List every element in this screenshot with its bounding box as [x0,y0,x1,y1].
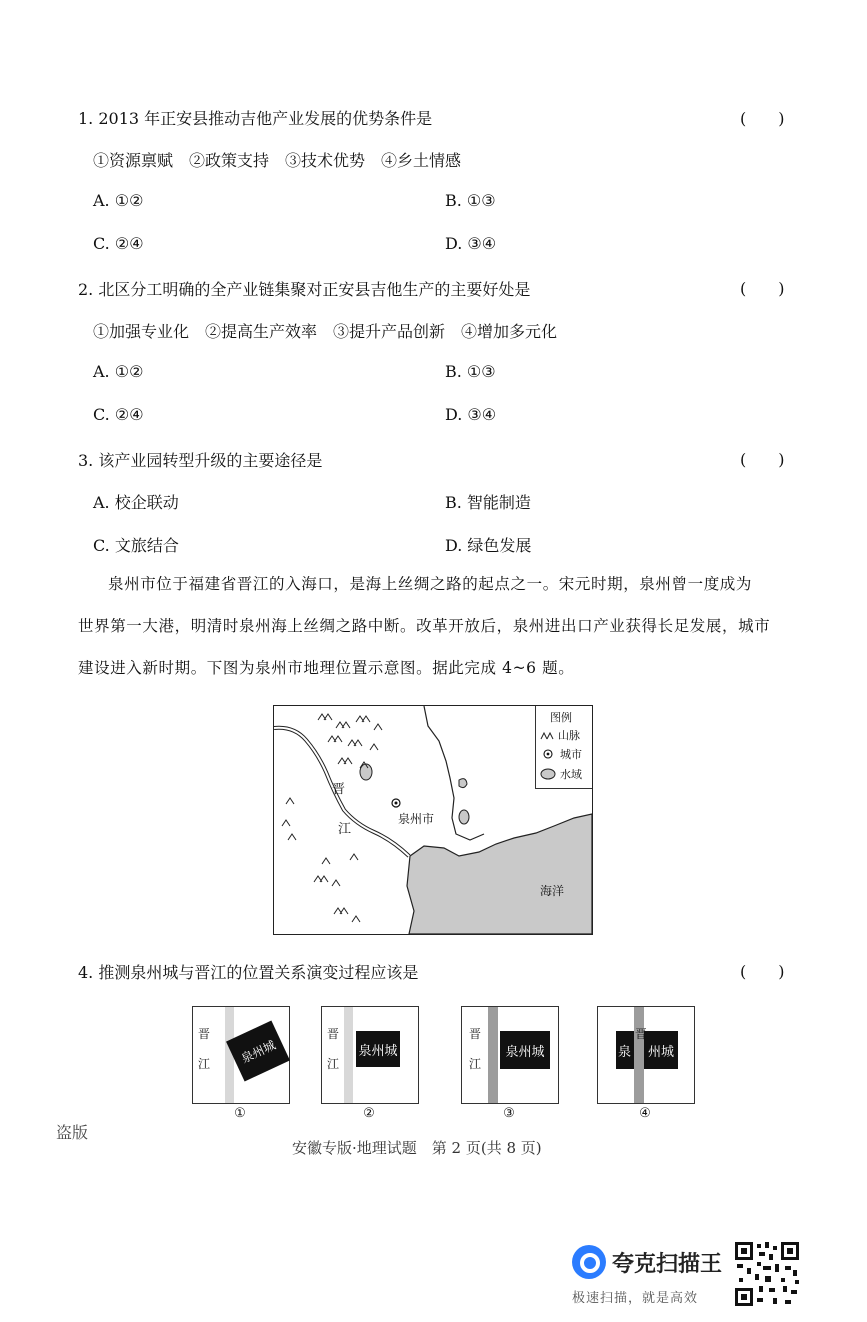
river-band [344,1007,353,1103]
question-1-option-c: C. ②④ [93,234,144,253]
question-2-option-b: B. ①③ [445,362,496,381]
question-3-option-b: B. 智能制造 [445,493,531,512]
legend-title: 图例 [550,711,572,724]
option-figure-2 [321,1006,419,1104]
question-1-option-b: B. ①③ [445,191,496,210]
city-marker-icon [542,748,554,760]
passage-line-1: 泉州市位于福建省晋江的入海口，是海上丝绸之路的起点之一。宋元时期，泉州曾一度成为 [108,575,753,593]
side-mark: 盗版 [56,1123,89,1142]
city-char-right: 州城 [648,1045,675,1060]
question-2-option-c: C. ②④ [93,405,144,424]
question-3-title: 3. 该产业园转型升级的主要途径是 [78,451,323,470]
figure-caption-1: ① [234,1106,246,1121]
quanzhou-location-map [273,705,593,935]
river-label-jiang: 江 [338,822,352,837]
question-1-answer-bracket: ( ) [740,109,785,128]
quark-logo-icon [572,1245,606,1279]
city-block: 泉州城 [226,1020,290,1081]
question-2-title: 2. 北区分工明确的全产业链集聚对正安县吉他生产的主要好处是 [78,280,531,299]
watermark-brand: 夸克扫描王 [612,1252,723,1277]
question-3-option-d: D. 绿色发展 [445,536,532,555]
city-block: 泉州城 [356,1031,400,1067]
river-char-jin: 晋 [634,1027,647,1041]
legend-mountain: 山脉 [558,729,580,742]
figure-caption-2: ② [363,1106,375,1121]
river-char-jiang: 江 [197,1057,210,1071]
sea-area [407,814,592,934]
question-2-answer-bracket: ( ) [740,279,785,298]
river-band [488,1007,498,1103]
qr-code-icon [733,1240,801,1308]
question-1-title: 1. 2013 年正安县推动吉他产业发展的优势条件是 [78,109,433,128]
city-label: 泉州市 [398,812,435,826]
lake [459,779,467,788]
question-3-option-c: C. 文旅结合 [93,536,179,555]
mountain-symbols [282,714,382,922]
figure-caption-4: ④ [639,1106,651,1121]
river-char-jiang: 江 [468,1057,481,1071]
question-3-option-a: A. 校企联动 [93,493,179,512]
river-char-jin: 晋 [468,1027,481,1041]
lake [360,764,372,780]
figure-caption-3: ③ [503,1106,515,1121]
map-legend [535,706,592,789]
mountain-icon [540,730,556,740]
city-char-left: 泉 [618,1045,632,1060]
sea-label: 海洋 [540,884,565,898]
passage-line-3: 建设进入新时期。下图为泉州市地理位置示意图。据此完成 4~6 题。 [78,659,575,677]
legend-water: 水域 [560,768,582,781]
city-block: 泉州城 [500,1031,550,1069]
option-figure-3 [461,1006,559,1104]
question-2-items: ①加强专业化 ②提高生产效率 ③提升产品创新 ④增加多元化 [93,322,558,341]
question-4-title: 4. 推测泉州城与晋江的位置关系演变过程应该是 [78,963,419,982]
river-char-jiang: 江 [326,1057,339,1071]
water-icon [540,768,556,780]
lake [459,810,469,824]
question-2-option-d: D. ③④ [445,405,497,424]
option-figure-4 [597,1006,695,1104]
question-1-items: ①资源禀赋 ②政策支持 ③技术优势 ④乡土情感 [93,151,462,170]
question-3-answer-bracket: ( ) [740,450,785,469]
page-footer: 安徽专版·地理试题 第 2 页(共 8 页) [292,1139,542,1157]
legend-city: 城市 [560,748,582,761]
river-label-jin: 晋 [332,782,346,797]
question-1-option-d: D. ③④ [445,234,497,253]
option-figure-1 [192,1006,290,1104]
river-char-jin: 晋 [326,1027,339,1041]
question-1-option-a: A. ①② [93,191,144,210]
watermark-slogan: 极速扫描，就是高效 [572,1291,699,1306]
river-char-jin: 晋 [197,1027,210,1041]
question-2-option-a: A. ①② [93,362,144,381]
question-4-answer-bracket: ( ) [740,962,785,981]
passage-line-2: 世界第一大港，明清时泉州海上丝绸之路中断。改革开放后，泉州进出口产业获得长足发展，城市 [78,617,771,635]
